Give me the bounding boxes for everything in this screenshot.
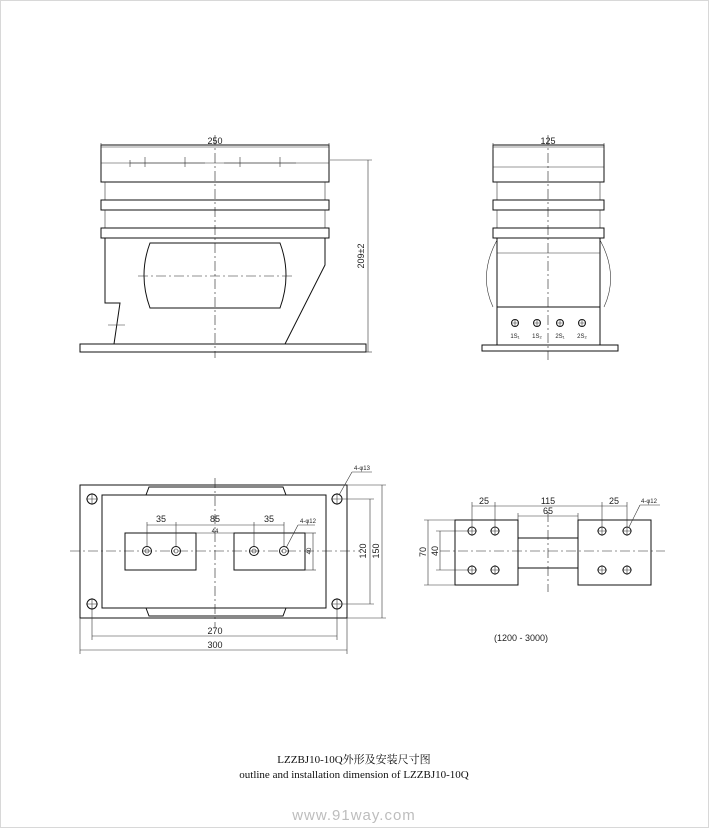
- front-height-dim: 209±2: [356, 243, 366, 269]
- front-width-dim: 250: [207, 136, 223, 146]
- plan-top-arc: [146, 487, 286, 495]
- terminal-label-1s2: 1S₂: [532, 334, 542, 340]
- plan-mount-frame: [102, 495, 326, 608]
- terminal-label-2s1: 2S₁: [555, 334, 565, 340]
- busbar-dim-25-left: 25: [478, 496, 490, 506]
- current-range-note: (1200 - 3000): [493, 633, 549, 643]
- busbar-dim-25-right: 25: [608, 496, 620, 506]
- side-flange-1: [493, 200, 604, 210]
- terminal-label-2s2: 2S₂: [577, 334, 587, 340]
- plan-dim-35b: 35: [263, 514, 275, 524]
- busbar-dim-65: 65: [542, 506, 554, 516]
- terminal-label-1s1: 1S₁: [510, 334, 520, 340]
- side-flange-2: [493, 228, 604, 238]
- plan-bottom-arc: [146, 608, 286, 616]
- plan-slot-right: [234, 533, 305, 570]
- busbar-dim-115: 115: [540, 496, 556, 506]
- busbar-hole-label: 4-φ12: [641, 499, 657, 505]
- busbar-view: [418, 496, 665, 643]
- front-base-plate: [80, 344, 366, 352]
- busbar-dim-40: 40: [430, 545, 440, 557]
- plan-dim-150: 150: [371, 543, 381, 559]
- caption-title-cn: LZZBJ10-10Q外形及安装尺寸图: [277, 754, 431, 766]
- busbar-right-plate: [578, 520, 651, 585]
- side-head: [493, 145, 604, 182]
- side-width-dim: 125: [540, 136, 556, 146]
- plan-view: [70, 466, 386, 654]
- plan-dim-40: 40: [307, 547, 313, 555]
- plan-dim-120: 120: [358, 543, 368, 559]
- busbar-left-plate: [455, 520, 518, 585]
- plan-dim-44: 44: [211, 529, 219, 535]
- plan-dim-35a: 35: [155, 514, 167, 524]
- side-view: [482, 135, 618, 360]
- side-body: [497, 238, 600, 345]
- side-base-plate: [482, 345, 618, 351]
- front-view: [80, 135, 372, 358]
- plan-dim-270: 270: [207, 626, 223, 636]
- terminal-screws: [511, 319, 586, 327]
- watermark: www.91way.com: [292, 807, 416, 824]
- plan-hole-label-large: 4-φ13: [354, 466, 370, 472]
- plan-slot-left: [125, 533, 196, 570]
- plan-hole-label-small: 4-φ12: [300, 519, 316, 525]
- busbar-dim-70: 70: [418, 546, 428, 558]
- caption-title-en: outline and installation dimension of LZZBJ10-10Q: [239, 769, 469, 781]
- plan-dim-85: 85: [209, 514, 221, 524]
- plan-dim-300: 300: [207, 640, 223, 650]
